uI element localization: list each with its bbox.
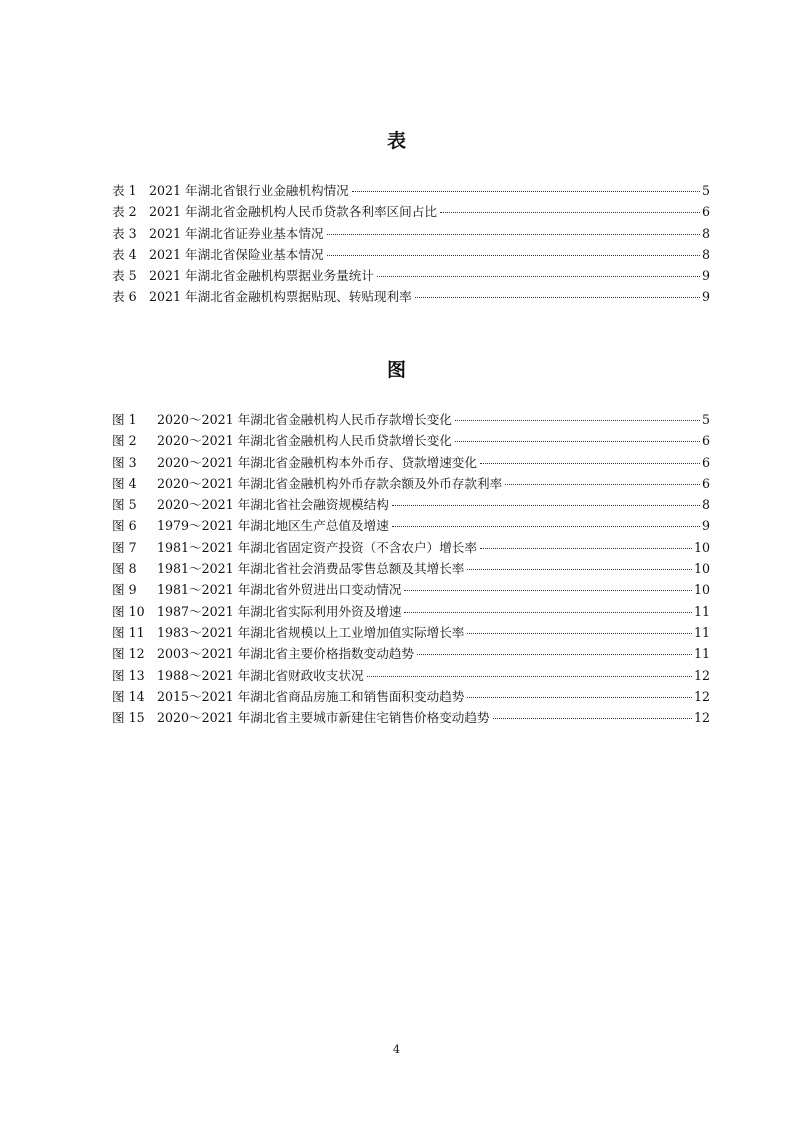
toc-entry-figure-12[interactable]: [112, 643, 710, 664]
toc-entry-figure-14[interactable]: [112, 686, 710, 707]
toc-entry-title: 2021 年湖北省银行业金融机构情况: [149, 183, 349, 198]
toc-entry-label: 表 3: [112, 225, 137, 241]
toc-entry-page: 6: [701, 454, 710, 470]
toc-entry-label: 表 4: [112, 246, 137, 262]
toc-entry-figure-1[interactable]: [112, 409, 710, 430]
toc-entry-page: 11: [693, 646, 710, 662]
dot-leader: [467, 633, 692, 634]
toc-entry-title: 2021 年湖北省证券业基本情况: [149, 225, 324, 241]
toc-entry-label: 图 5: [112, 497, 137, 513]
toc-entry-title: 1979～2021 年湖北地区生产总值及增速: [157, 518, 389, 534]
page-number: 4: [393, 1043, 400, 1056]
toc-entry-title: 2020～2021 年湖北省金融机构人民币存款增长变化: [157, 412, 452, 427]
toc-entry-title: 2021 年湖北省金融机构人民币贷款各利率区间占比: [149, 204, 437, 220]
toc-entry-page: 8: [701, 246, 710, 262]
toc-entry-label: 图 7: [112, 539, 137, 555]
toc-entry-title: 2015～2021 年湖北省商品房施工和销售面积变动趋势: [157, 688, 465, 704]
toc-entry-page: 9: [701, 268, 710, 284]
dot-leader: [505, 484, 700, 485]
toc-entry-label: 表 6: [112, 289, 137, 305]
dot-leader: [392, 526, 700, 527]
toc-entry-title: 2020～2021 年湖北省金融机构人民币贷款增长变化: [157, 433, 452, 449]
toc-entry-page: 9: [701, 289, 710, 305]
toc-entry-title: 1981～2021 年湖北省固定资产投资（不含农户）增长率: [157, 539, 477, 555]
toc-entry-label: 图 3: [112, 454, 137, 470]
toc-entry-page: 12: [693, 667, 710, 683]
toc-entry-figure-13[interactable]: [112, 665, 710, 686]
toc-entry-page: 11: [693, 624, 710, 640]
dot-leader: [467, 569, 692, 570]
toc-entry-figure-7[interactable]: [112, 537, 710, 558]
dot-leader: [480, 548, 692, 549]
figures-toc: [112, 409, 710, 728]
dot-leader: [367, 676, 692, 677]
toc-entry-table-3[interactable]: [112, 223, 710, 244]
toc-entry-figure-3[interactable]: [112, 452, 710, 473]
toc-entry-table-1[interactable]: [112, 180, 710, 201]
toc-entry-page: 9: [701, 518, 710, 534]
toc-entry-page: 6: [701, 433, 710, 449]
toc-entry-title: 1988～2021 年湖北省财政收支状况: [157, 667, 364, 683]
dot-leader: [327, 255, 700, 256]
toc-entry-label: 表 1: [112, 183, 137, 198]
dot-leader: [404, 612, 692, 613]
toc-entry-title: 2003～2021 年湖北省主要价格指数变动趋势: [157, 646, 415, 662]
toc-entry-figure-15[interactable]: [112, 707, 710, 728]
toc-entry-figure-5[interactable]: [112, 494, 710, 515]
toc-entry-title: 1983～2021 年湖北省规模以上工业增加值实际增长率: [157, 624, 465, 640]
tables-heading: 表: [386, 130, 406, 152]
dot-leader: [327, 234, 700, 235]
dot-leader: [404, 590, 692, 591]
toc-entry-title: 1981～2021 年湖北省外贸进出口变动情况: [157, 582, 402, 598]
dot-leader: [377, 276, 700, 277]
dot-leader: [415, 297, 700, 298]
toc-entry-figure-6[interactable]: [112, 515, 710, 536]
toc-entry-title: 2021 年湖北省保险业基本情况: [149, 246, 324, 262]
toc-entry-page: 10: [693, 539, 710, 555]
toc-entry-page: 5: [701, 183, 710, 198]
toc-entry-title: 2020～2021 年湖北省社会融资规模结构: [157, 497, 389, 513]
toc-entry-label: 图 11: [112, 624, 145, 640]
toc-entry-page: 6: [701, 204, 710, 220]
toc-entry-title: 2021 年湖北省金融机构票据业务量统计: [149, 268, 374, 284]
toc-entry-page: 12: [693, 710, 710, 726]
dot-leader: [392, 505, 700, 506]
toc-entry-label: 表 5: [112, 268, 137, 284]
toc-entry-label: 表 2: [112, 204, 137, 220]
toc-entry-table-5[interactable]: [112, 265, 710, 286]
toc-entry-table-2[interactable]: [112, 201, 710, 222]
dot-leader: [480, 463, 700, 464]
toc-entry-label: 图 12: [112, 646, 145, 662]
toc-entry-page: 8: [701, 225, 710, 241]
toc-entry-label: 图 2: [112, 433, 137, 449]
dot-leader: [467, 697, 692, 698]
toc-entry-label: 图 9: [112, 582, 137, 598]
toc-entry-figure-2[interactable]: [112, 430, 710, 451]
toc-entry-page: 6: [701, 475, 710, 491]
toc-entry-label: 图 15: [112, 710, 145, 726]
toc-entry-label: 图 13: [112, 667, 145, 683]
tables-toc: [112, 180, 710, 308]
toc-entry-title: 1987～2021 年湖北省实际利用外资及增速: [157, 603, 402, 619]
dot-leader: [440, 212, 700, 213]
dot-leader: [455, 420, 700, 421]
toc-entry-figure-4[interactable]: [112, 473, 710, 494]
toc-entry-figure-10[interactable]: [112, 601, 710, 622]
toc-entry-figure-11[interactable]: [112, 622, 710, 643]
toc-entry-page: 8: [701, 497, 710, 513]
figures-heading: 图: [386, 359, 406, 381]
toc-entry-page: 11: [693, 603, 710, 619]
toc-entry-title: 1981～2021 年湖北省社会消费品零售总额及其增长率: [157, 561, 465, 577]
toc-entry-figure-8[interactable]: [112, 558, 710, 579]
toc-entry-table-4[interactable]: [112, 244, 710, 265]
dot-leader: [352, 191, 700, 192]
toc-entry-title: 2021 年湖北省金融机构票据贴现、转贴现利率: [149, 289, 412, 305]
toc-entry-label: 图 6: [112, 518, 137, 534]
dot-leader: [417, 654, 692, 655]
toc-entry-label: 图 14: [112, 688, 145, 704]
toc-entry-label: 图 1: [112, 412, 137, 427]
toc-entry-page: 5: [701, 412, 710, 427]
toc-entry-figure-9[interactable]: [112, 579, 710, 600]
dot-leader: [455, 441, 700, 442]
toc-entry-title: 2020～2021 年湖北省金融机构外币存款余额及外币存款利率: [157, 475, 503, 491]
toc-entry-page: 10: [693, 561, 710, 577]
toc-entry-page: 10: [693, 582, 710, 598]
dot-leader: [493, 718, 692, 719]
toc-entry-title: 2020～2021 年湖北省主要城市新建住宅销售价格变动趋势: [157, 710, 490, 726]
toc-entry-page: 12: [693, 688, 710, 704]
toc-entry-label: 图 8: [112, 561, 137, 577]
toc-entry-table-6[interactable]: [112, 286, 710, 307]
toc-entry-label: 图 10: [112, 603, 145, 619]
toc-entry-label: 图 4: [112, 475, 137, 491]
toc-entry-title: 2020～2021 年湖北省金融机构本外币存、贷款增速变化: [157, 454, 477, 470]
